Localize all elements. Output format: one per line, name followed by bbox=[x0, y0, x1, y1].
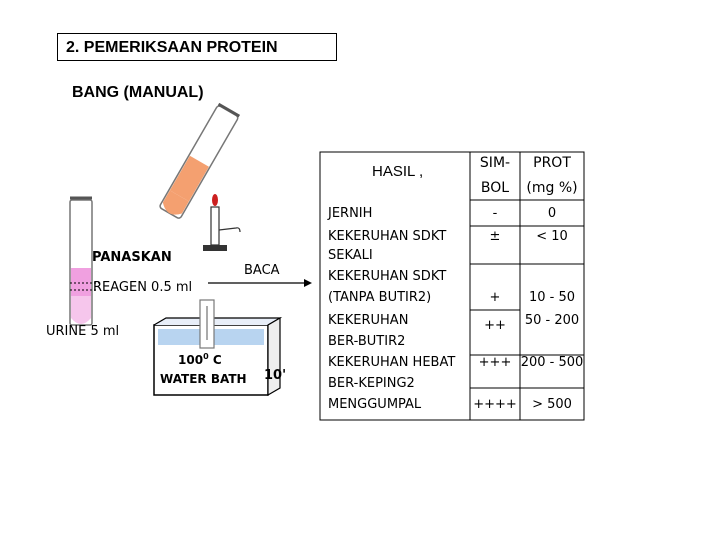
slide-title: 2. PEMERIKSAAN PROTEIN bbox=[57, 33, 337, 61]
temp-degree: 0 bbox=[203, 352, 209, 361]
row-3-hasil-line2: (TANPA BUTIR2) bbox=[328, 290, 432, 305]
label-panaskan: PANASKAN bbox=[92, 250, 172, 265]
label-baca: BACA bbox=[244, 263, 280, 278]
row-4-hasil-line2: BER-BUTIR2 bbox=[328, 334, 406, 349]
label-urine: URINE 5 ml bbox=[46, 324, 120, 339]
row-5-simbol: +++ bbox=[478, 355, 512, 370]
row-6-prot: > 500 bbox=[532, 397, 572, 412]
row-2-hasil-line2: SEKALI bbox=[328, 248, 373, 263]
row-5-hasil-line1: KEKERUHAN HEBAT bbox=[328, 355, 456, 370]
row-6-hasil: MENGGUMPAL bbox=[328, 397, 422, 412]
header-prot-2: (mg %) bbox=[526, 180, 578, 196]
row-5-prot: 200 - 500 bbox=[520, 355, 584, 370]
temp-unit: C bbox=[208, 353, 222, 367]
row-4-prot: 50 - 200 bbox=[524, 313, 580, 328]
header-simbol-1: SIM- bbox=[479, 155, 511, 171]
row-5-hasil-line2: BER-KEPING2 bbox=[328, 376, 415, 391]
test-tube-heated bbox=[159, 104, 239, 219]
bunsen-burner bbox=[203, 194, 240, 251]
header-hasil: HASIL , bbox=[372, 163, 424, 180]
row-3-simbol: + bbox=[489, 290, 501, 305]
reagent-liquid bbox=[71, 268, 91, 296]
row-1-hasil: JERNIH bbox=[328, 206, 373, 221]
arrow-to-table bbox=[208, 279, 312, 287]
row-3-hasil-line1: KEKERUHAN SDKT bbox=[328, 269, 447, 284]
row-1-simbol: - bbox=[492, 206, 498, 221]
row-6-simbol: ++++ bbox=[473, 397, 517, 412]
temp-value: 100 bbox=[178, 353, 204, 367]
label-waterbath: WATER BATH bbox=[160, 372, 247, 386]
label-time: 10' bbox=[264, 368, 287, 383]
label-waterbath-temp bbox=[178, 352, 222, 367]
row-2-prot: < 10 bbox=[536, 229, 568, 244]
header-prot-1: PROT bbox=[533, 155, 571, 171]
row-2-hasil-line1: KEKERUHAN SDKT bbox=[328, 229, 447, 244]
row-2-simbol: ± bbox=[489, 229, 501, 244]
label-reagen: REAGEN 0.5 ml bbox=[93, 280, 193, 295]
row-3-prot: 10 - 50 bbox=[528, 290, 576, 305]
row-4-simbol: ++ bbox=[484, 318, 506, 333]
row-1-prot: 0 bbox=[547, 206, 557, 221]
slide-subtitle: BANG (MANUAL) bbox=[72, 84, 204, 101]
header-simbol-2: BOL bbox=[480, 180, 510, 196]
row-4-hasil-line1: KEKERUHAN bbox=[328, 313, 409, 328]
